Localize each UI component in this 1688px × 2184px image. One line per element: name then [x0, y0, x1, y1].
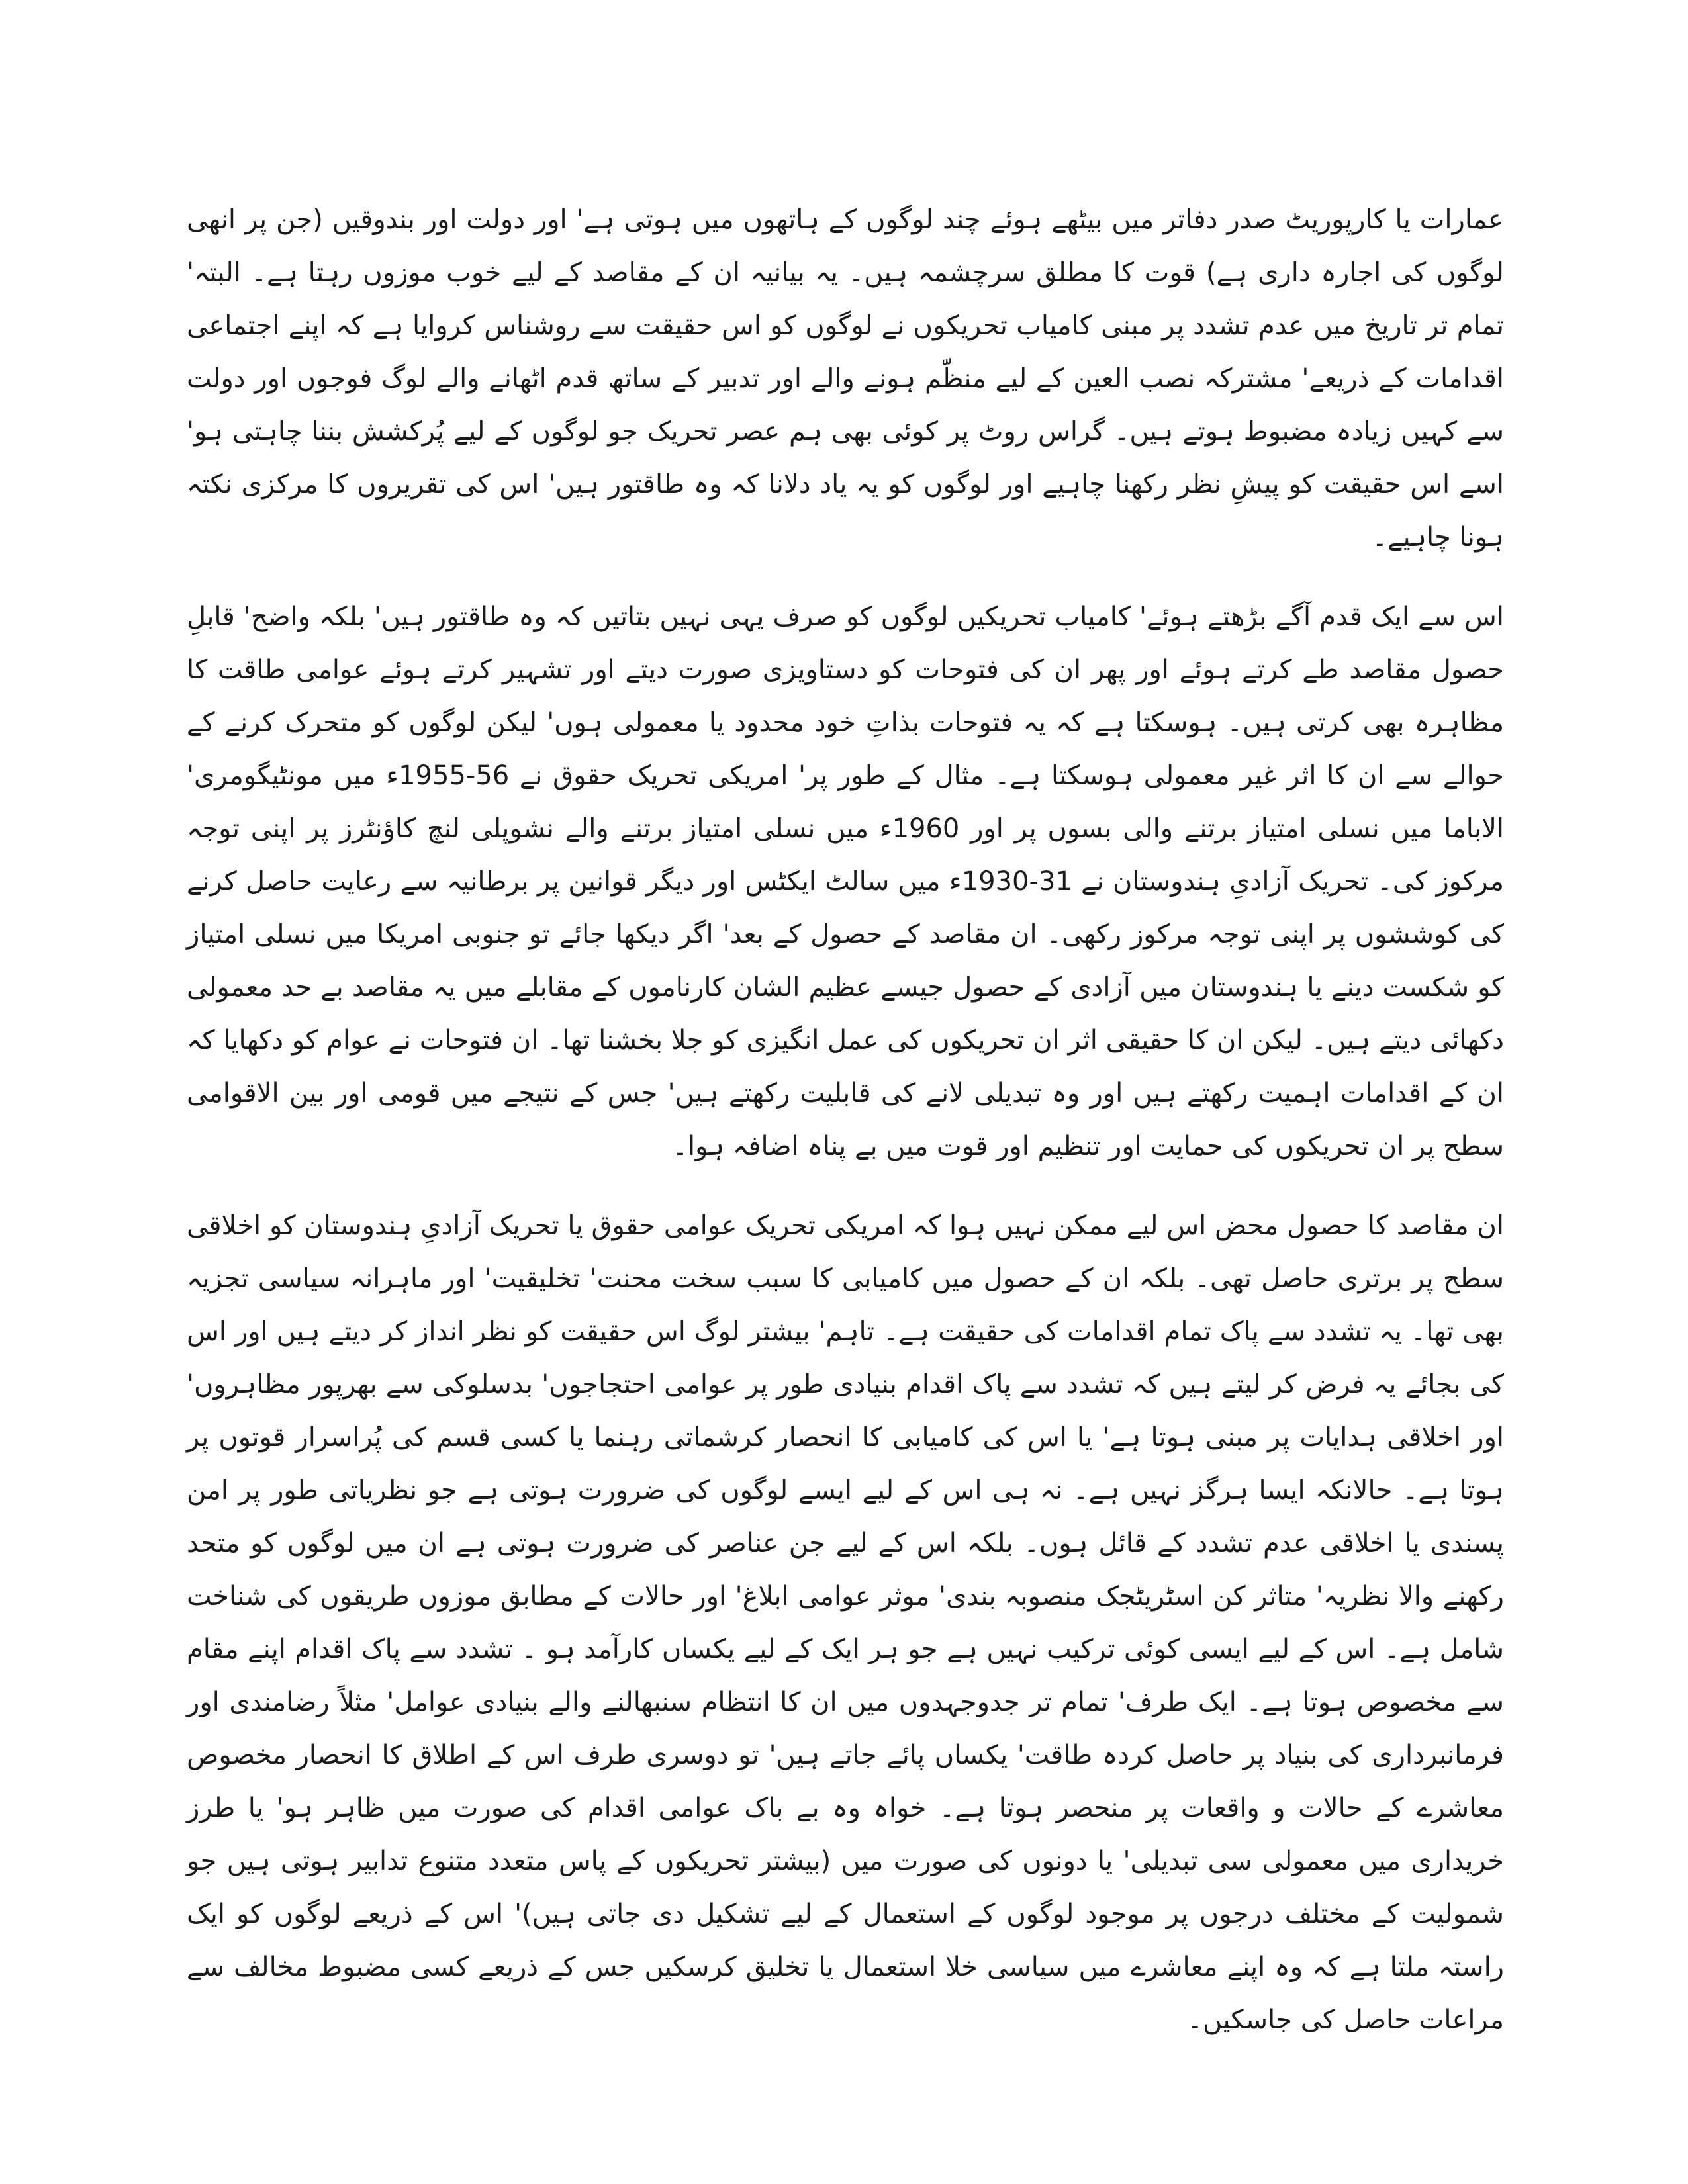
body-text	[187, 193, 1504, 2073]
paragraph-3: ان مقاصد کا حصول محض اس لیے ممکن نہیں ہوا کہ امریکی تحریک عوامی حقوق یا تحریک آزادیِ ہندوستان کو اخلاقی سطح پر برتری حاصل تھی۔ بلکہ ان کے حصول میں کامیابی کا سبب سخت محنت' تخلیقیت' اور ماہرانہ سیاسی تجزیہ بھی تھا۔ یہ تشدد سے پاک تمام اقدامات کی حقیقت ہے۔ تاہم' بیشتر لوگ اس حقیقت کو نظر انداز کر دیتے ہیں اور اس کی بجائے یہ فرض کر لیتے ہیں کہ تشدد سے پاک اقدام بنیادی طور پر عوامی احتجاجوں' بدسلوکی سے بھرپور مظاہروں' اور اخلاقی ہدایات پر مبنی ہوتا ہے' یا اس کی کامیابی کا انحصار کرشماتی رہنما یا کسی قسم کی پُراسرار قوتوں پر ہوتا ہے۔ حالانکہ ایسا ہرگز نہیں ہے۔ نہ ہی اس کے لیے ایسے لوگوں کی ضرورت ہوتی ہے جو نظریاتی طور پر امن پسندی یا اخلاقی عدم تشدد کے قائل ہوں۔ بلکہ اس کے لیے جن عناصر کی ضرورت ہوتی ہے ان میں لوگوں کو متحد رکھنے والا نظریہ' متاثر کن اسٹریٹجک منصوبہ بندی' موثر عوامی ابلاغ' اور حالات کے مطابق موزوں طریقوں کی شناخت شامل ہے۔ اس کے لیے ایسی کوئی ترکیب نہیں ہے جو ہر ایک کے لیے یکساں کارآمد ہو ۔ تشدد سے پاک اقدام اپنے مقام سے مخصوص ہوتا ہے۔ ایک طرف' تمام تر جدوجہدوں میں ان کا انتظام سنبھالنے والے بنیادی عوامل' مثلاً رضامندی اور فرمانبرداری کی بنیاد پر حاصل کردہ طاقت' یکساں پائے جاتے ہیں' تو دوسری طرف اس کے اطلاق کا انحصار مخصوص معاشرے کے حالات و واقعات پر منحصر ہوتا ہے۔ خواہ وہ بے باک عوامی اقدام کی صورت میں ظاہر ہو' یا طرز خریداری میں معمولی سی تبدیلی' یا دونوں کی صورت میں (بیشتر تحریکوں کے پاس متعدد متنوع تدابیر ہوتی ہیں جو شمولیت کے مختلف درجوں پر موجود لوگوں کے استعمال کے لیے تشکیل دی جاتی ہیں)' اس کے ذریعے لوگوں کو ایک راستہ ملتا ہے کہ وہ اپنے معاشرے میں سیاسی خلا استعمال یا تخلیق کرسکیں جس کے ذریعے کسی مضبوط مخالف سے مراعات حاصل کی جاسکیں۔	[187, 1210, 1504, 2035]
paragraph-1: عمارات یا کارپوریٹ صدر دفاتر میں بیٹھے ہوئے چند لوگوں کے ہاتھوں میں ہوتی ہے' اور دولت اور بندوقیں (جن پر انھی لوگوں کی اجارہ داری ہے) قوت کا مطلق سرچشمہ ہیں۔ یہ بیانیہ ان کے مقاصد کے لیے خوب موزوں رہتا ہے۔ البتہ' تمام تر تاریخ میں عدم تشدد پر مبنی کامیاب تحریکوں نے لوگوں کو اس حقیقت سے روشناس کروایا ہے کہ اپنے اجتماعی اقدامات کے ذریعے' مشترکہ نصب العین کے لیے منظّم ہونے والے اور تدبیر کے ساتھ قدم اٹھانے والے لوگ فوجوں اور دولت سے کہیں زیادہ مضبوط ہوتے ہیں۔ گراس روٹ پر کوئی بھی ہم عصر تحریک جو لوگوں کے لیے پُرکشش بننا چاہتی ہو' اسے اس حقیقت کو پیشِ نظر رکھنا چاہیے اور لوگوں کو یہ یاد دلانا کہ وہ طاقتور ہیں' اس کی تقریروں کا مرکزی نکتہ ہونا چاہیے۔	[187, 205, 1504, 553]
paragraph-2: اس سے ایک قدم آگے بڑھتے ہوئے' کامیاب تحریکیں لوگوں کو صرف یہی نہیں بتاتیں کہ وہ طاقتور ہیں' بلکہ واضح' قابلِ حصول مقاصد طے کرتے ہوئے اور پھر ان کی فتوحات کو دستاویزی صورت دیتے اور تشہیر کرتے ہوئے عوامی طاقت کا مظاہرہ بھی کرتی ہیں۔ ہوسکتا ہے کہ یہ فتوحات بذاتِ خود محدود یا معمولی ہوں' لیکن لوگوں کو متحرک کرنے کے حوالے سے ان کا اثر غیر معمولی ہوسکتا ہے۔ مثال کے طور پر' امریکی تحریک حقوق نے 56-1955ء میں مونٹیگومری' الاباما میں نسلی امتیاز برتنے والی بسوں پر اور 1960ء میں نسلی امتیاز برتنے والے نشوپلی لنچ کاؤنٹرز پر اپنی توجہ مرکوز کی۔ تحریک آزادیِ ہندوستان نے 31-1930ء میں سالٹ ایکٹس اور دیگر قوانین پر برطانیہ سے رعایت حاصل کرنے کی کوششوں پر اپنی توجہ مرکوز رکھی۔ ان مقاصد کے حصول کے بعد' اگر دیکھا جائے تو جنوبی امریکا میں نسلی امتیاز کو شکست دینے یا ہندوستان میں آزادی کے حصول جیسے عظیم الشان کارناموں کے مقابلے میں یہ مقاصد بے حد معمولی دکھائی دیتے ہیں۔ لیکن ان کا حقیقی اثر ان تحریکوں کی عمل انگیزی کو جلا بخشنا تھا۔ ان فتوحات نے عوام کو دکھایا کہ ان کے اقدامات اہمیت رکھتے ہیں اور وہ تبدیلی لانے کی قابلیت رکھتے ہیں' جس کے نتیجے میں قومی اور بین الاقوامی سطح پر ان تحریکوں کی حمایت اور تنظیم اور قوت میں بے پناہ اضافہ ہوا۔	[187, 602, 1505, 1161]
